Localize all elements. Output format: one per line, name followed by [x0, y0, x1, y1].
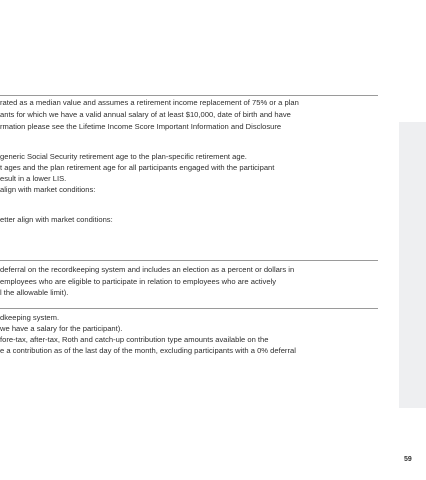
- body-text-line: l the allowable limit).: [0, 288, 69, 297]
- body-text-line: ants for which we have a valid annual salary of at least $10,000, date of birth and have: [0, 110, 291, 119]
- section-divider: [0, 260, 378, 261]
- section-divider: [0, 95, 378, 96]
- body-text-line: e a contribution as of the last day of the month, excluding participants with a 0% deferral: [0, 346, 296, 355]
- body-text-line: etter align with market conditions:: [0, 215, 113, 224]
- body-text-line: rated as a median value and assumes a retirement income replacement of 75% or a plan: [0, 98, 299, 107]
- body-text-line: fore-tax, after-tax, Roth and catch-up contribution type amounts available on the: [0, 335, 269, 344]
- body-text-line: employees who are eligible to participate in relation to employees who are actively: [0, 277, 277, 286]
- body-text-line: esult in a lower LIS.: [0, 174, 67, 183]
- page-number: 59: [404, 456, 412, 463]
- body-text-line: deferral on the recordkeeping system and includes an election as a percent or dollars in: [0, 265, 295, 274]
- sidebar-panel: [399, 122, 426, 408]
- body-text-line: generic Social Security retirement age to the plan-specific retirement age.: [0, 152, 247, 161]
- body-text-line: align with market conditions:: [0, 185, 96, 194]
- body-text-line: rmation please see the Lifetime Income Score Important Information and Disclosure: [0, 122, 282, 131]
- body-text-line: t ages and the plan retirement age for all participants engaged with the participant: [0, 163, 275, 172]
- section-divider: [0, 308, 378, 309]
- body-text-line: dkeeping system.: [0, 313, 60, 322]
- body-text-line: we have a salary for the participant).: [0, 324, 123, 333]
